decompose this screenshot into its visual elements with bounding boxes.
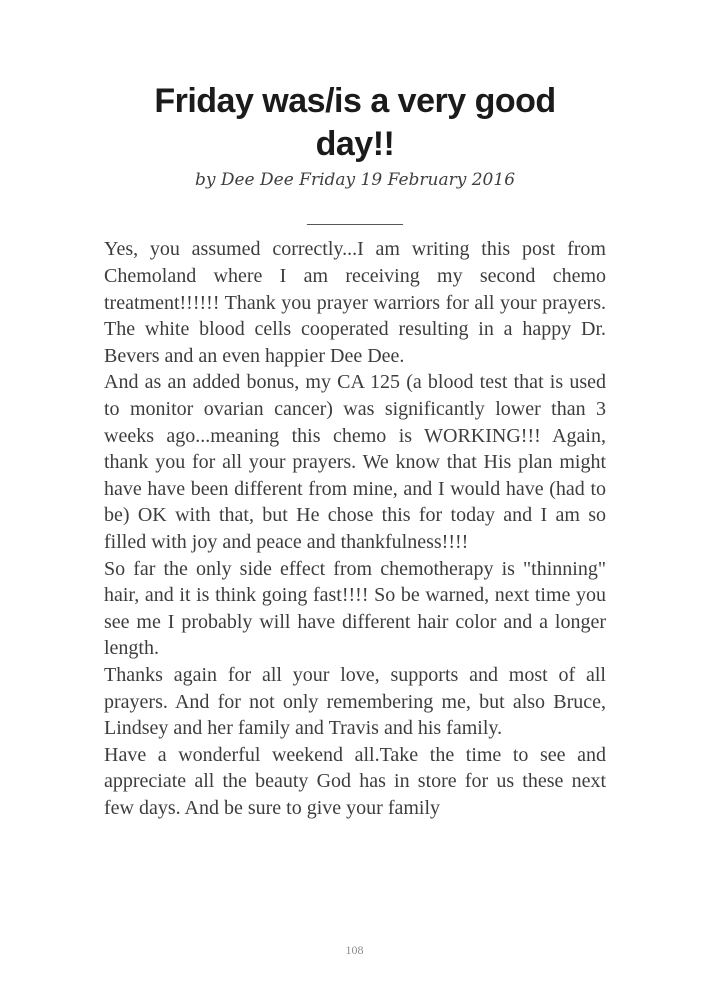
page-number: 108 [345, 943, 364, 957]
post-paragraph: So far the only side effect from chemotherapy is "thinning" hair, and it is think going fast!!!! So be warned, next time you see me I probably will have different hair color and a longer length. [104, 557, 606, 660]
post-byline: by Dee Dee Friday 19 February 2016 [194, 169, 516, 190]
post-paragraph: Thanks again for all your love, supports and most of all prayers. And for not only remembering me, but also Bruce, Lindsey and her family and Travis and his family. [104, 663, 606, 740]
post-body [104, 236, 606, 821]
post-paragraph: Have a wonderful weekend all.Take the time to see and appreciate all the beauty God has in store for us these next few days. And be sure to give your family [104, 743, 606, 819]
post-title: Friday was/is a very good day!! [154, 82, 556, 163]
post-paragraph: And as an added bonus, my CA 125 (a blood test that is used to monitor ovarian cancer) was significantly lower than 3 weeks ago...meaning this chemo is WORKING!!! Again, thank you for all your prayers. We know that His plan might have have been different from mine, and I would have (had to be) OK with that, but He chose this for today and I am so filled with joy and peace and thankfulness!!!! [104, 371, 606, 553]
post-paragraph: Yes, you assumed correctly...I am writing this post from Chemoland where I am receiving my second chemo treatment!!!!!! Thank you prayer warriors for all your prayers. The white blood cells cooperated resulting in a happy Dr. Bevers and an even happier Dee Dee. [104, 238, 606, 367]
content-column [104, 0, 606, 822]
section-divider: ____________ [307, 210, 403, 228]
